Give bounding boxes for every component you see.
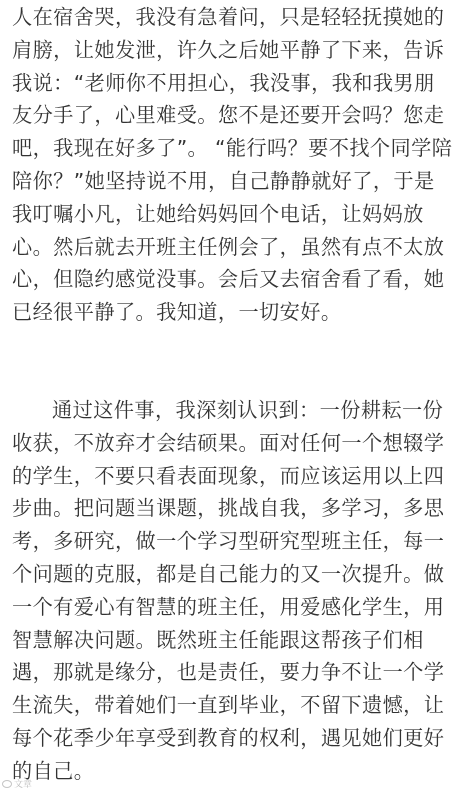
watermark-text: 文章 <box>14 780 33 790</box>
weibo-icon <box>2 780 12 788</box>
watermark <box>2 777 32 790</box>
article-paragraph: 通过这件事，我深刻认识到：一份耕耘一份收获，不放弃才会结硕果。面对任何一个想辍学的学生，不要只看表面现象，而应该运用以上四步曲。把问题当课题，挑战自我，多学习，多思考，多研究，做一个学习型研究型班主任，每一个问题的克服，都是自己能力的又一次提升。做一个有爱心有智慧的班主任，用爱感化学生，用智慧解决问题。既然班主任能跟这帮孩子们相遇，那就是缘分，也是责任，要力争不让一个学生流失，带着她们一直到毕业，不留下遗憾，让每个花季少年享受到教育的权利，遇见她们更好的自己。 <box>12 398 445 783</box>
article-paragraph: 人在宿舍哭，我没有急着问，只是轻轻抚摸她的肩膀，让她发泄，许久之后她平静了下来，告诉我说：“老师你不用担心，我没事，我和我男朋友分手了，心里难受。您不是还要开会吗？您走吧，我现在好多了”。 “能行吗？要不找个同学陪陪你？”她坚持说不用，自己静静就好了，于是我叮嘱小凡，让她给妈妈回个电话，让妈妈放心。然后就去开班主任例会了，虽然有点不太放心，但隐约感觉没事。会后又去宿舍看了看，她已经很平静了。我知道，一切安好。 <box>12 5 453 325</box>
